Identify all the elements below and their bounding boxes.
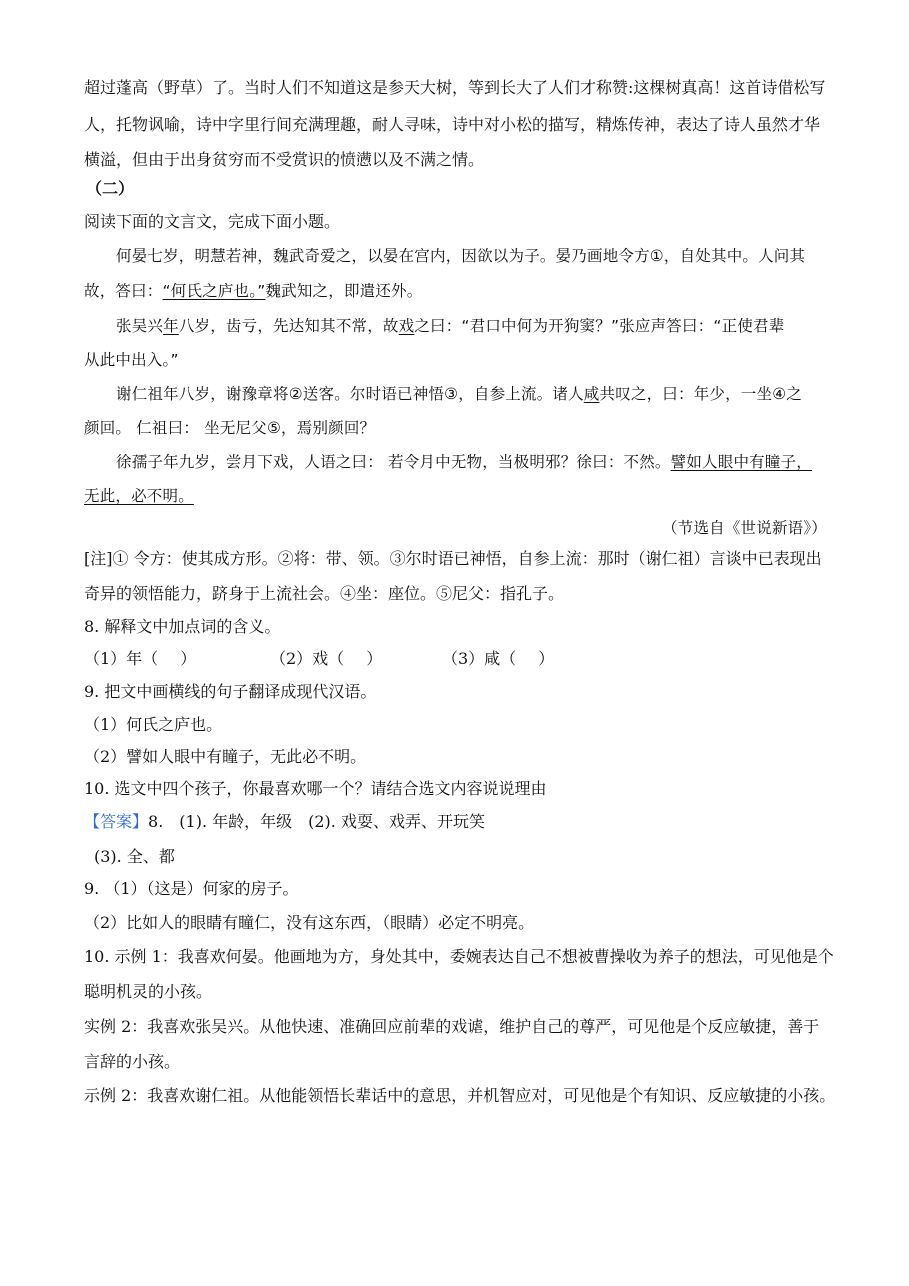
answer-10-example-1-line-2: 聪明机灵的小孩。	[84, 982, 213, 1001]
question-9: 9. 把文中画横线的句子翻译成现代汉语。	[84, 682, 377, 701]
passage-p3-line-1	[116, 384, 876, 404]
q8-option-3	[442, 649, 554, 669]
answer-8-line-1	[84, 812, 844, 832]
option-close: ）	[538, 649, 555, 668]
question-9-item-2: （2）譬如人眼中有瞳子，无此必不明。	[84, 747, 367, 766]
passage-text: 徐孺子年九岁，尝月下戏，人语之曰： 若令月中无物，当极明邪？徐曰：不然。	[116, 453, 671, 471]
option-label: （3）咸（	[442, 649, 517, 668]
answer-10-example-2-line-1: 实例 2：我喜欢张吴兴。从他快速、准确回应前辈的戏谑，维护自己的尊严，可见他是个反应敏捷，善于	[84, 1017, 820, 1036]
passage-p3-line-2: 颜回。 仁祖曰： 坐无尼父⑤，焉别颜回？	[84, 419, 376, 437]
passage-text: 谢仁祖年八岁，谢豫章将②送客。尔时语已神悟③，自参上流。诸人	[116, 385, 584, 403]
question-9-item-1: （1）何氏之庐也。	[84, 715, 223, 734]
passage-text: 故，答曰：	[84, 282, 163, 300]
answer-8-line-2: (3). 全、都	[94, 847, 175, 866]
answer-tag: 【答案】	[84, 812, 149, 831]
intro-line-3: 横溢，但由于出身贫穷而不受赏识的愤懑以及不满之情。	[84, 150, 485, 169]
answer-9-item-2: （2）比如人的眼睛有瞳仁，没有这东西，（眼睛）必定不明亮。	[84, 913, 535, 932]
option-close: ）	[180, 649, 197, 668]
passage-text: 魏武知之，即遣还外。	[265, 282, 423, 300]
notes-line-2: 奇异的领悟能力，跻身于上流社会。④坐：座位。⑤尼父：指孔子。	[84, 584, 565, 603]
underlined-sentence-1: “何氏之庐也。”	[162, 282, 266, 300]
answer-10-example-3: 示例 2：我喜欢谢仁祖。从他能领悟长辈话中的意思，并机智应对，可见他是个有知识、反应敏捷的小孩。	[84, 1086, 836, 1105]
passage-p1-line-2	[84, 281, 844, 301]
q8-option-1	[84, 649, 270, 669]
section-heading: （二）	[86, 179, 135, 198]
intro-line-2: 人，托物讽喻，诗中字里行间充满理趣，耐人寻味，诗中对小松的描写，精炼传神，表达了诗人虽然才华	[84, 115, 821, 134]
passage-p2-line-1	[116, 316, 876, 336]
underlined-sentence-2-cont: 无此，必不明。	[84, 487, 194, 505]
option-label: （1）年（	[84, 649, 159, 668]
passage-p4-line-2	[84, 486, 844, 506]
passage-p2-line-2: 从此中出入。”	[84, 351, 179, 369]
dotted-word-nian: 年	[163, 317, 179, 335]
notes-line-1: [注]① 令方：使其成方形。②将：带、领。③尔时语已神悟，自参上流：那时（谢仁祖）言谈中已表现出	[84, 549, 822, 568]
q8-option-2	[270, 649, 442, 669]
option-close: ）	[366, 649, 383, 668]
passage-text: 八岁，齿亏，先达知其不常，故	[178, 317, 399, 335]
question-8-options	[84, 649, 844, 669]
answer-9-item-1: 9. （1）（这是）何家的房子。	[84, 879, 299, 898]
dotted-word-xian: 咸	[583, 385, 600, 403]
source-citation: （节选自《世说新语》）	[662, 519, 827, 537]
question-10: 10. 选文中四个孩子，你最喜欢哪一个？请结合选文内容说说理由	[84, 779, 547, 798]
passage-text: 共叹之，曰：年少，一坐④之	[599, 385, 802, 403]
passage-p4-line-1	[116, 452, 876, 472]
intro-line-1: 超过蓬高（野草）了。当时人们不知道这是参天大树，等到长大了人们才称赞:这棵树真高！这首诗借松写	[84, 78, 826, 97]
passage-text: 之曰：“君口中何为开狗窦？”张应声答曰：“正使君辈	[414, 317, 785, 335]
passage-p1-line-1: 何晏七岁，明慧若神，魏武奇爱之，以晏在宫内，因欲以为子。晏乃画地令方①，自处其中。人问其	[116, 247, 806, 265]
answer-10-example-1-line-1: 10. 示例 1：我喜欢何晏。他画地为方，身处其中，委婉表达自己不想被曹操收为养子的想法，可见他是个	[84, 947, 834, 966]
instruction: 阅读下面的文言文，完成下面小题。	[84, 212, 341, 231]
dotted-word-xi: 戏	[398, 317, 415, 335]
answer-10-example-2-line-2: 言辞的小孩。	[84, 1052, 181, 1071]
underlined-sentence-2: 譬如人眼中有瞳子，	[670, 453, 812, 471]
question-8: 8. 解释文中加点词的含义。	[84, 617, 281, 636]
option-label: （2）戏（	[270, 649, 345, 668]
passage-text: 张吴兴	[116, 317, 164, 335]
answer-text: 8. (1). 年龄，年级 (2). 戏耍、戏弄、开玩笑	[148, 812, 485, 831]
